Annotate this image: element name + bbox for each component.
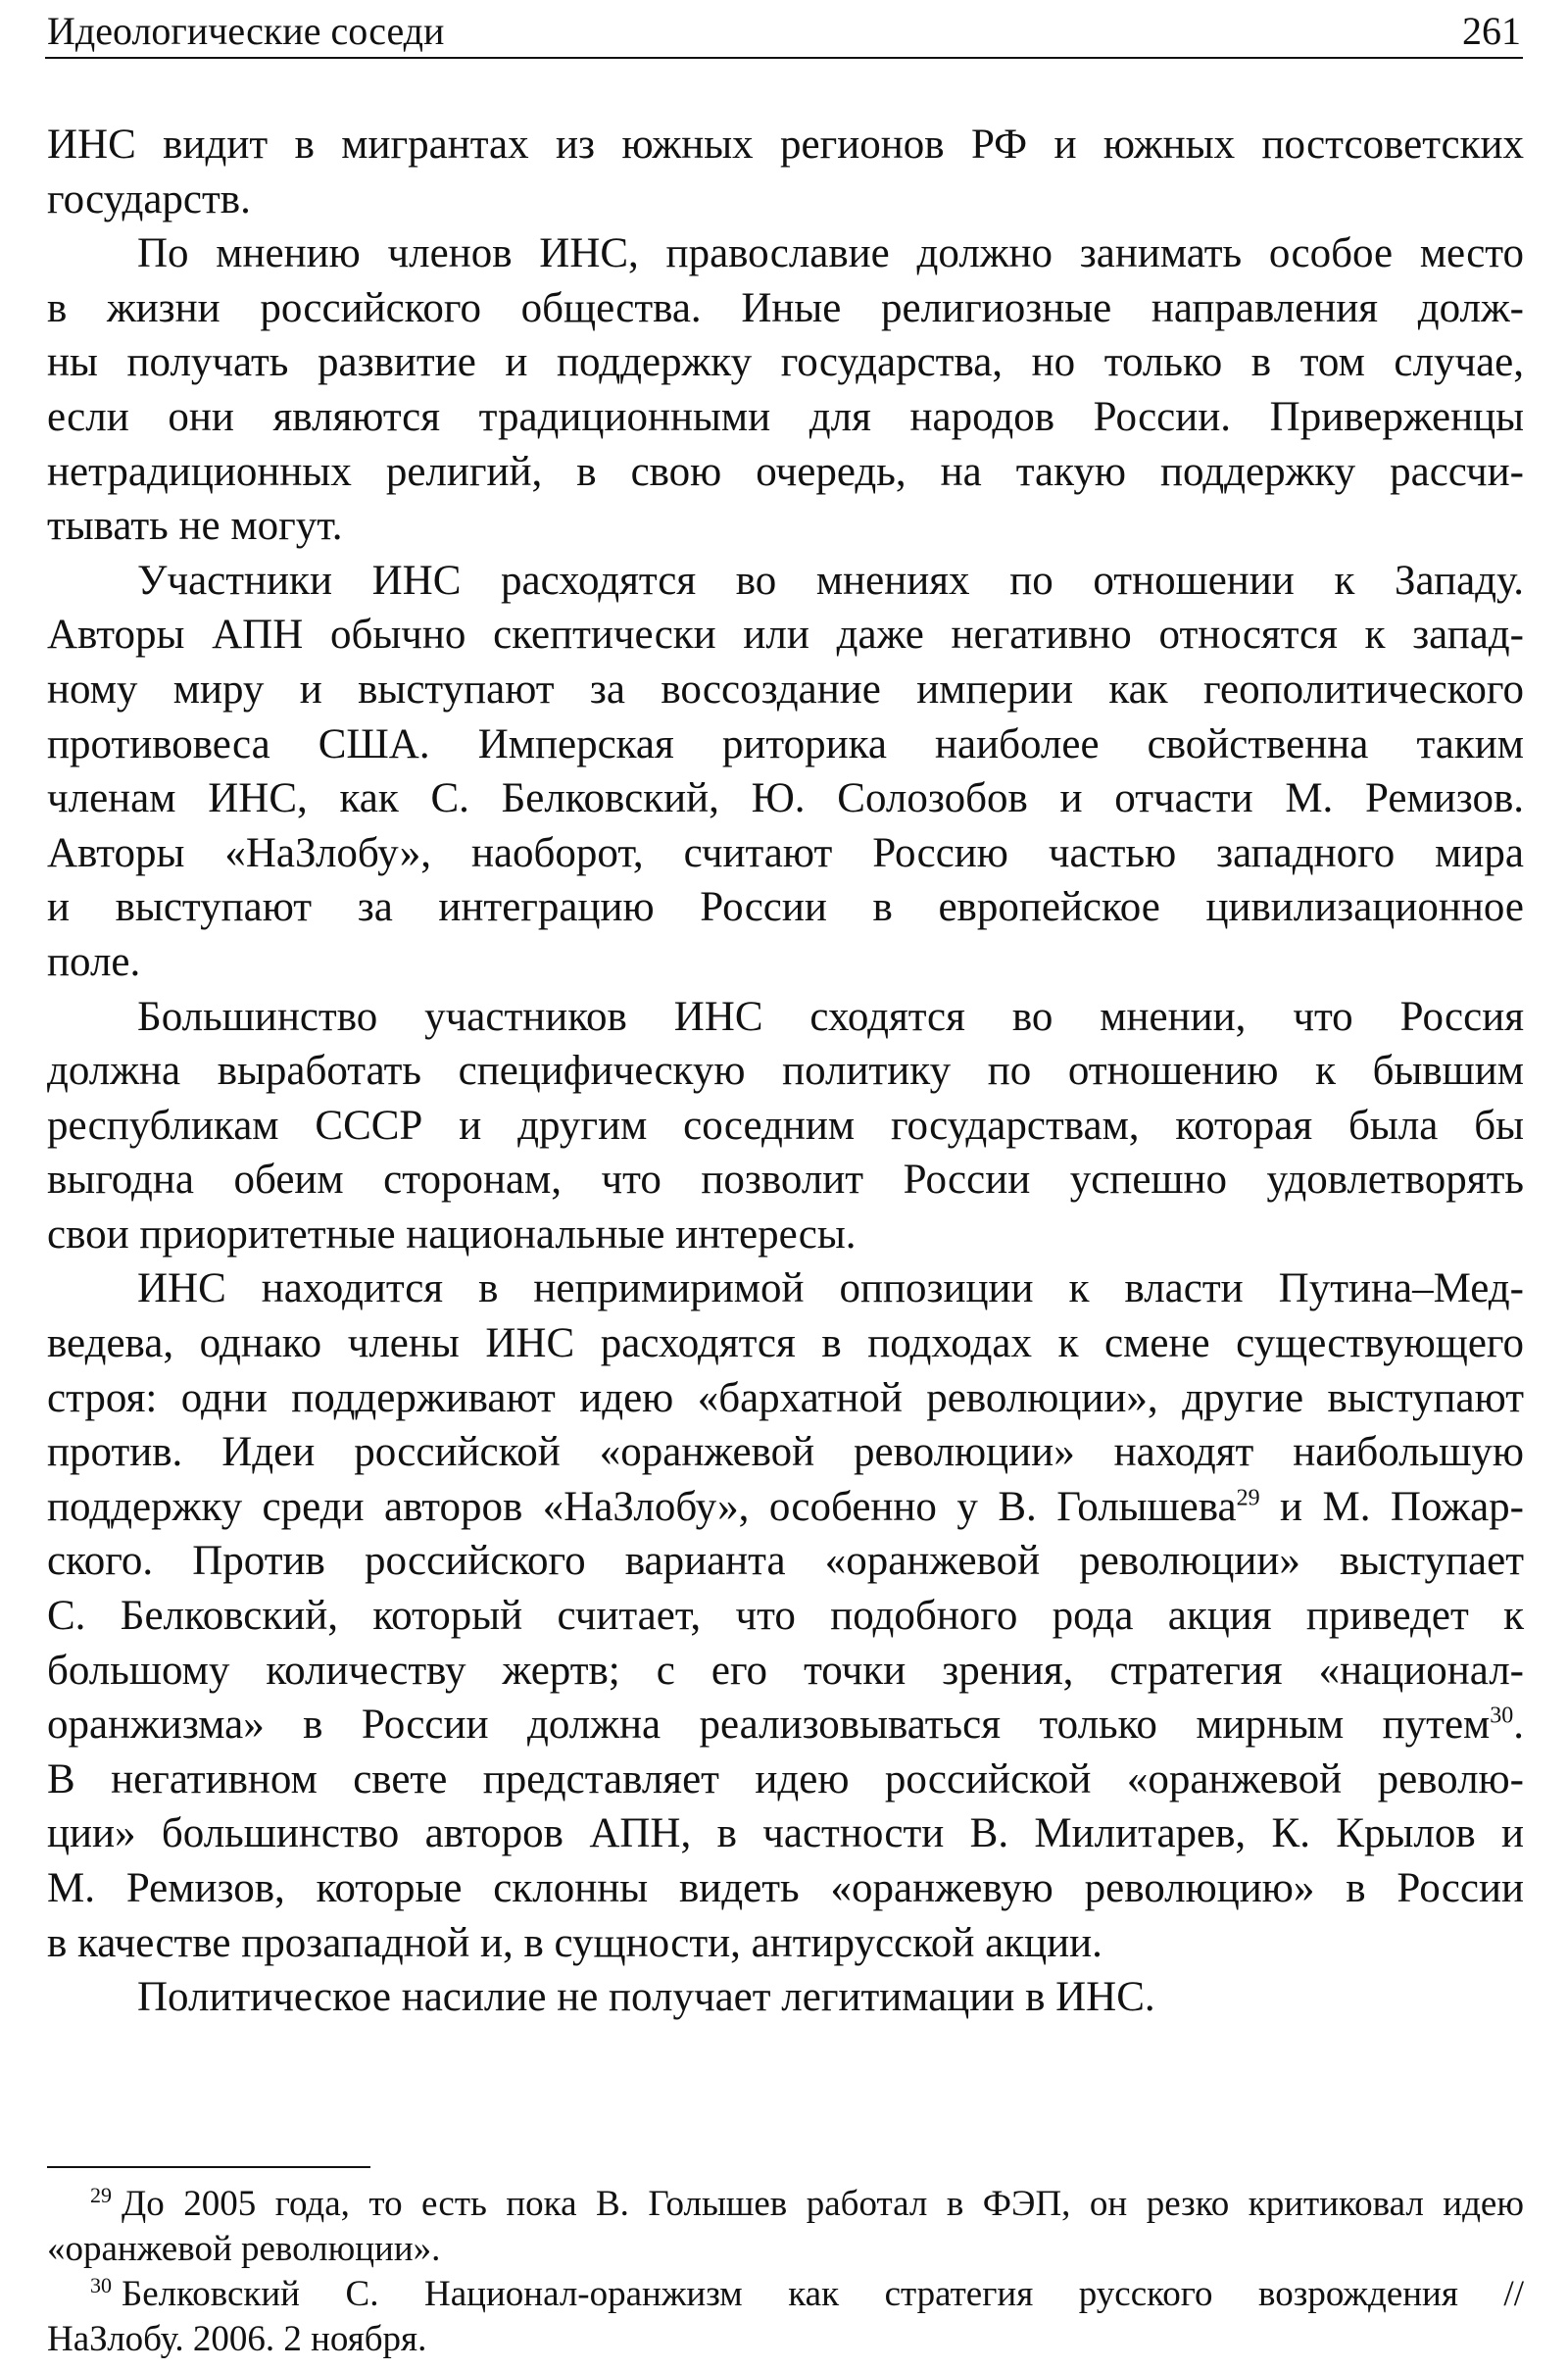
text-line: поле. [47, 938, 141, 985]
text-fragment: оранжизма» в России должна реализовываться только мирным путем [47, 1702, 1491, 1749]
text-fragment: . [1513, 1702, 1524, 1749]
text-line: большому количеству жертв; с его точки зрения, стратегия «национал- [47, 1647, 1524, 1694]
page-number: 261 [1462, 9, 1521, 53]
text-fragment: поддержку среди авторов «НаЗлобу», особенно у В. Голышева [47, 1483, 1237, 1530]
text-line: должна выработать специфическую политику по отношению к бывшим [47, 1048, 1524, 1095]
text-line: выгодна обеим сторонам, что позволит России успешно удовлетворять [47, 1157, 1524, 1204]
footnote-number: 30 [90, 2272, 112, 2297]
text-line: в жизни российского общества. Иные религиозные направления долж- [47, 284, 1524, 331]
text-line: тывать не могут. [47, 503, 343, 550]
text-line: ны получать развитие и поддержку государства, но только в том случае, [47, 339, 1524, 386]
footnote-line: НаЗлобу. 2006. 2 ноября. [47, 2319, 427, 2359]
text-line: строя: одни поддерживают идею «бархатной революции», другие выступают [47, 1374, 1524, 1421]
footnote-line: «оранжевой революции». [47, 2229, 441, 2269]
running-header [45, 6, 1523, 59]
text-line: членам ИНС, как С. Белковский, Ю. Солозобов и отчасти М. Ремизов. [47, 775, 1524, 822]
footnote-ref[interactable]: 29 [1236, 1485, 1260, 1511]
text-line: Большинство участников ИНС сходятся во мнении, что Россия [137, 993, 1524, 1040]
text-line: ведева, однако члены ИНС расходятся в подходах к смене существующего [47, 1320, 1524, 1367]
text-line [47, 1480, 1524, 1535]
text-line: и выступают за интеграцию России в европейское цивилизационное [47, 884, 1524, 931]
footnote-line [47, 2182, 1524, 2227]
running-title: Идеологические соседи [47, 9, 445, 53]
text-line: ному миру и выступают за воссоздание империи как геополитического [47, 666, 1524, 713]
text-line: М. Ремизов, которые склонны видеть «оранжевую революцию» в России [47, 1865, 1524, 1911]
text-line: ИНС видит в мигрантах из южных регионов РФ и южных постсоветских [47, 122, 1524, 168]
text-line: ции» большинство авторов АПН, в частности В. Милитарев, К. Крылов и [47, 1810, 1524, 1857]
text-line: С. Белковский, который считает, что подобного рода акция приведет к [47, 1593, 1524, 1640]
text-line: в качестве прозападной и, в сущности, антирусской акции. [47, 1919, 1102, 1966]
footnote-divider [47, 2166, 370, 2168]
body-text [47, 118, 1524, 2025]
text-line: В негативном свете представляет идею российской «оранжевой револю- [47, 1755, 1524, 1802]
text-line: свои приоритетные национальные интересы. [47, 1210, 857, 1258]
text-line: если они являются традиционными для народов России. Приверженцы [47, 393, 1524, 440]
footnote-text: Белковский С. Национал-оранжизм как стратегия русского возрождения // [122, 2274, 1524, 2314]
text-line: По мнению членов ИНС, православие должно занимать особое место [137, 230, 1524, 277]
text-line: ИНС находится в непримиримой оппозиции к власти Путина–Мед- [137, 1265, 1524, 1312]
text-line: Авторы АПН обычно скептически или даже негативно относятся к запад- [47, 612, 1524, 659]
footnote-ref[interactable]: 30 [1490, 1703, 1514, 1729]
text-line: Авторы «НаЗлобу», наоборот, считают Россию частью западного мира [47, 829, 1524, 876]
text-line: противовеса США. Имперская риторика наиболее свойственна таким [47, 720, 1524, 767]
footnote-text: До 2005 года, то есть пока В. Голышев работал в ФЭП, он резко критиковал идею [122, 2184, 1524, 2224]
footnote-number: 29 [90, 2182, 112, 2207]
text-line: нетрадиционных религий, в свою очередь, на такую поддержку рассчи- [47, 448, 1524, 495]
text-line: государств. [47, 175, 251, 222]
text-line: Политическое насилие не получает легитимации в ИНС. [137, 1974, 1155, 2021]
text-fragment: и М. Пожар- [1259, 1483, 1525, 1530]
text-line: против. Идеи российской «оранжевой революции» находят наибольшую [47, 1429, 1524, 1476]
text-line: Участники ИНС расходятся во мнениях по отношении к Западу. [137, 557, 1524, 604]
text-line: ского. Против российского варианта «оранжевой революции» выступает [47, 1538, 1524, 1585]
text-line [47, 1698, 1524, 1753]
footnote-line [47, 2272, 1524, 2317]
footnotes [47, 2182, 1524, 2362]
text-line: республикам СССР и другим соседним государствам, которая была бы [47, 1102, 1524, 1149]
